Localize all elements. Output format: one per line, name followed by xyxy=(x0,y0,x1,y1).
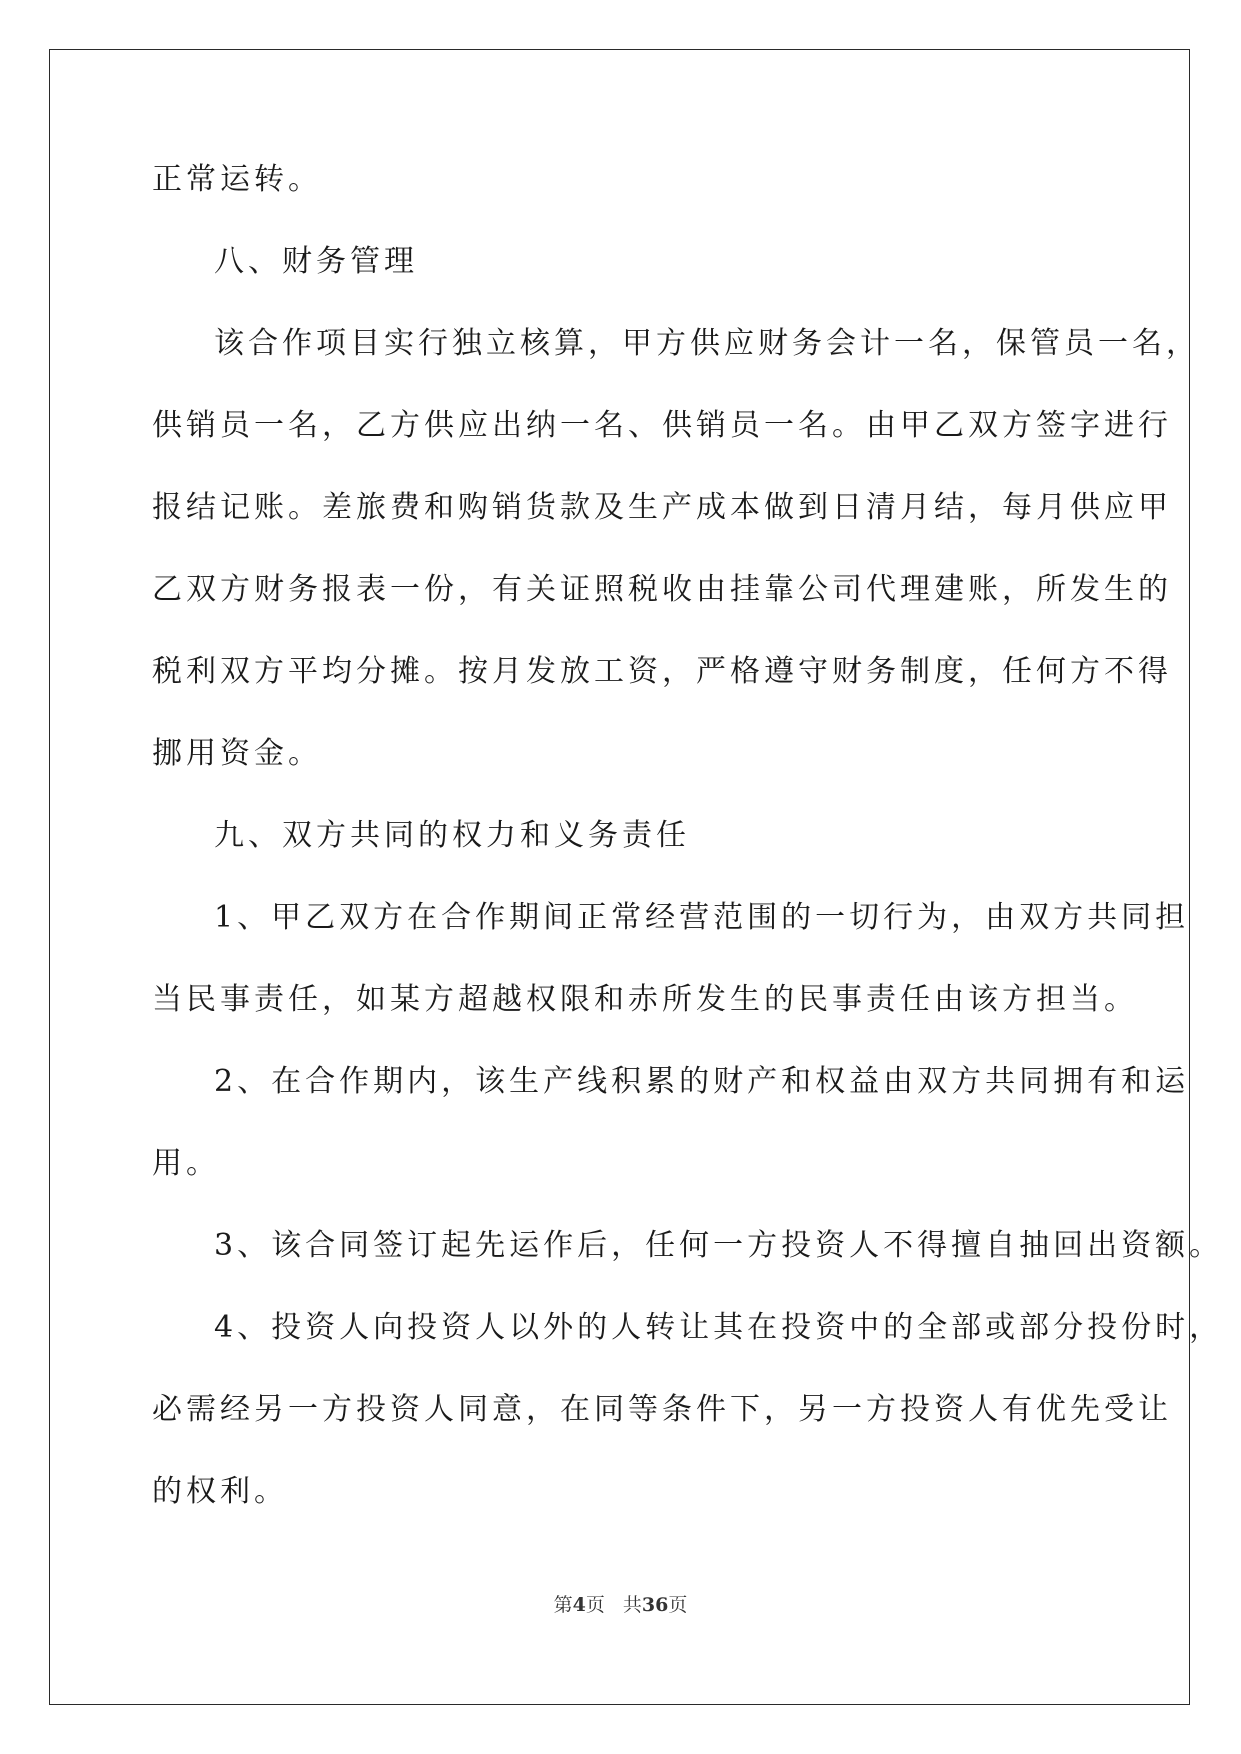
section-heading-finance: 八、财务管理 xyxy=(214,244,418,279)
document-body xyxy=(152,150,1224,1544)
page-suffix: 页 xyxy=(585,1594,605,1616)
total-suffix: 页 xyxy=(668,1594,688,1616)
paragraph-line: 用。 xyxy=(152,1146,220,1181)
paragraph-line: 3、该合同签订起先运作后，任何一方投资人不得擅自抽回出资额。 xyxy=(214,1228,1224,1263)
paragraph-line: 1、甲乙双方在合作期间正常经营范围的一切行为，由双方共同担 xyxy=(214,900,1190,935)
paragraph-line: 该合作项目实行独立核算，甲方供应财务会计一名，保管员一名， xyxy=(214,326,1200,361)
paragraph-line: 供销员一名，乙方供应出纳一名、供销员一名。由甲乙双方签字进行 xyxy=(152,408,1172,443)
paragraph-line: 必需经另一方投资人同意，在同等条件下，另一方投资人有优先受让 xyxy=(152,1392,1172,1427)
page-prefix: 第 xyxy=(553,1594,573,1616)
total-prefix: 共 xyxy=(622,1594,642,1616)
paragraph-line: 挪用资金。 xyxy=(152,736,322,771)
paragraph-line: 正常运转。 xyxy=(152,162,322,197)
paragraph-line: 乙双方财务报表一份，有关证照税收由挂靠公司代理建账，所发生的 xyxy=(152,572,1172,607)
total-pages: 36 xyxy=(641,1594,669,1616)
paragraph-line: 4、投资人向投资人以外的人转让其在投资中的全部或部分投份时， xyxy=(214,1310,1224,1345)
section-heading-rights: 九、双方共同的权力和义务责任 xyxy=(214,818,690,853)
paragraph-line: 当民事责任，如某方超越权限和赤所发生的民事责任由该方担当。 xyxy=(152,982,1138,1017)
paragraph-line: 的权利。 xyxy=(152,1474,288,1509)
page-footer xyxy=(0,1590,1241,1617)
paragraph-line: 2、在合作期内，该生产线积累的财产和权益由双方共同拥有和运 xyxy=(214,1064,1190,1099)
paragraph-line: 税利双方平均分摊。按月发放工资，严格遵守财务制度，任何方不得 xyxy=(152,654,1172,689)
page-number: 4 xyxy=(572,1594,586,1616)
paragraph-line: 报结记账。差旅费和购销货款及生产成本做到日清月结，每月供应甲 xyxy=(152,490,1172,525)
